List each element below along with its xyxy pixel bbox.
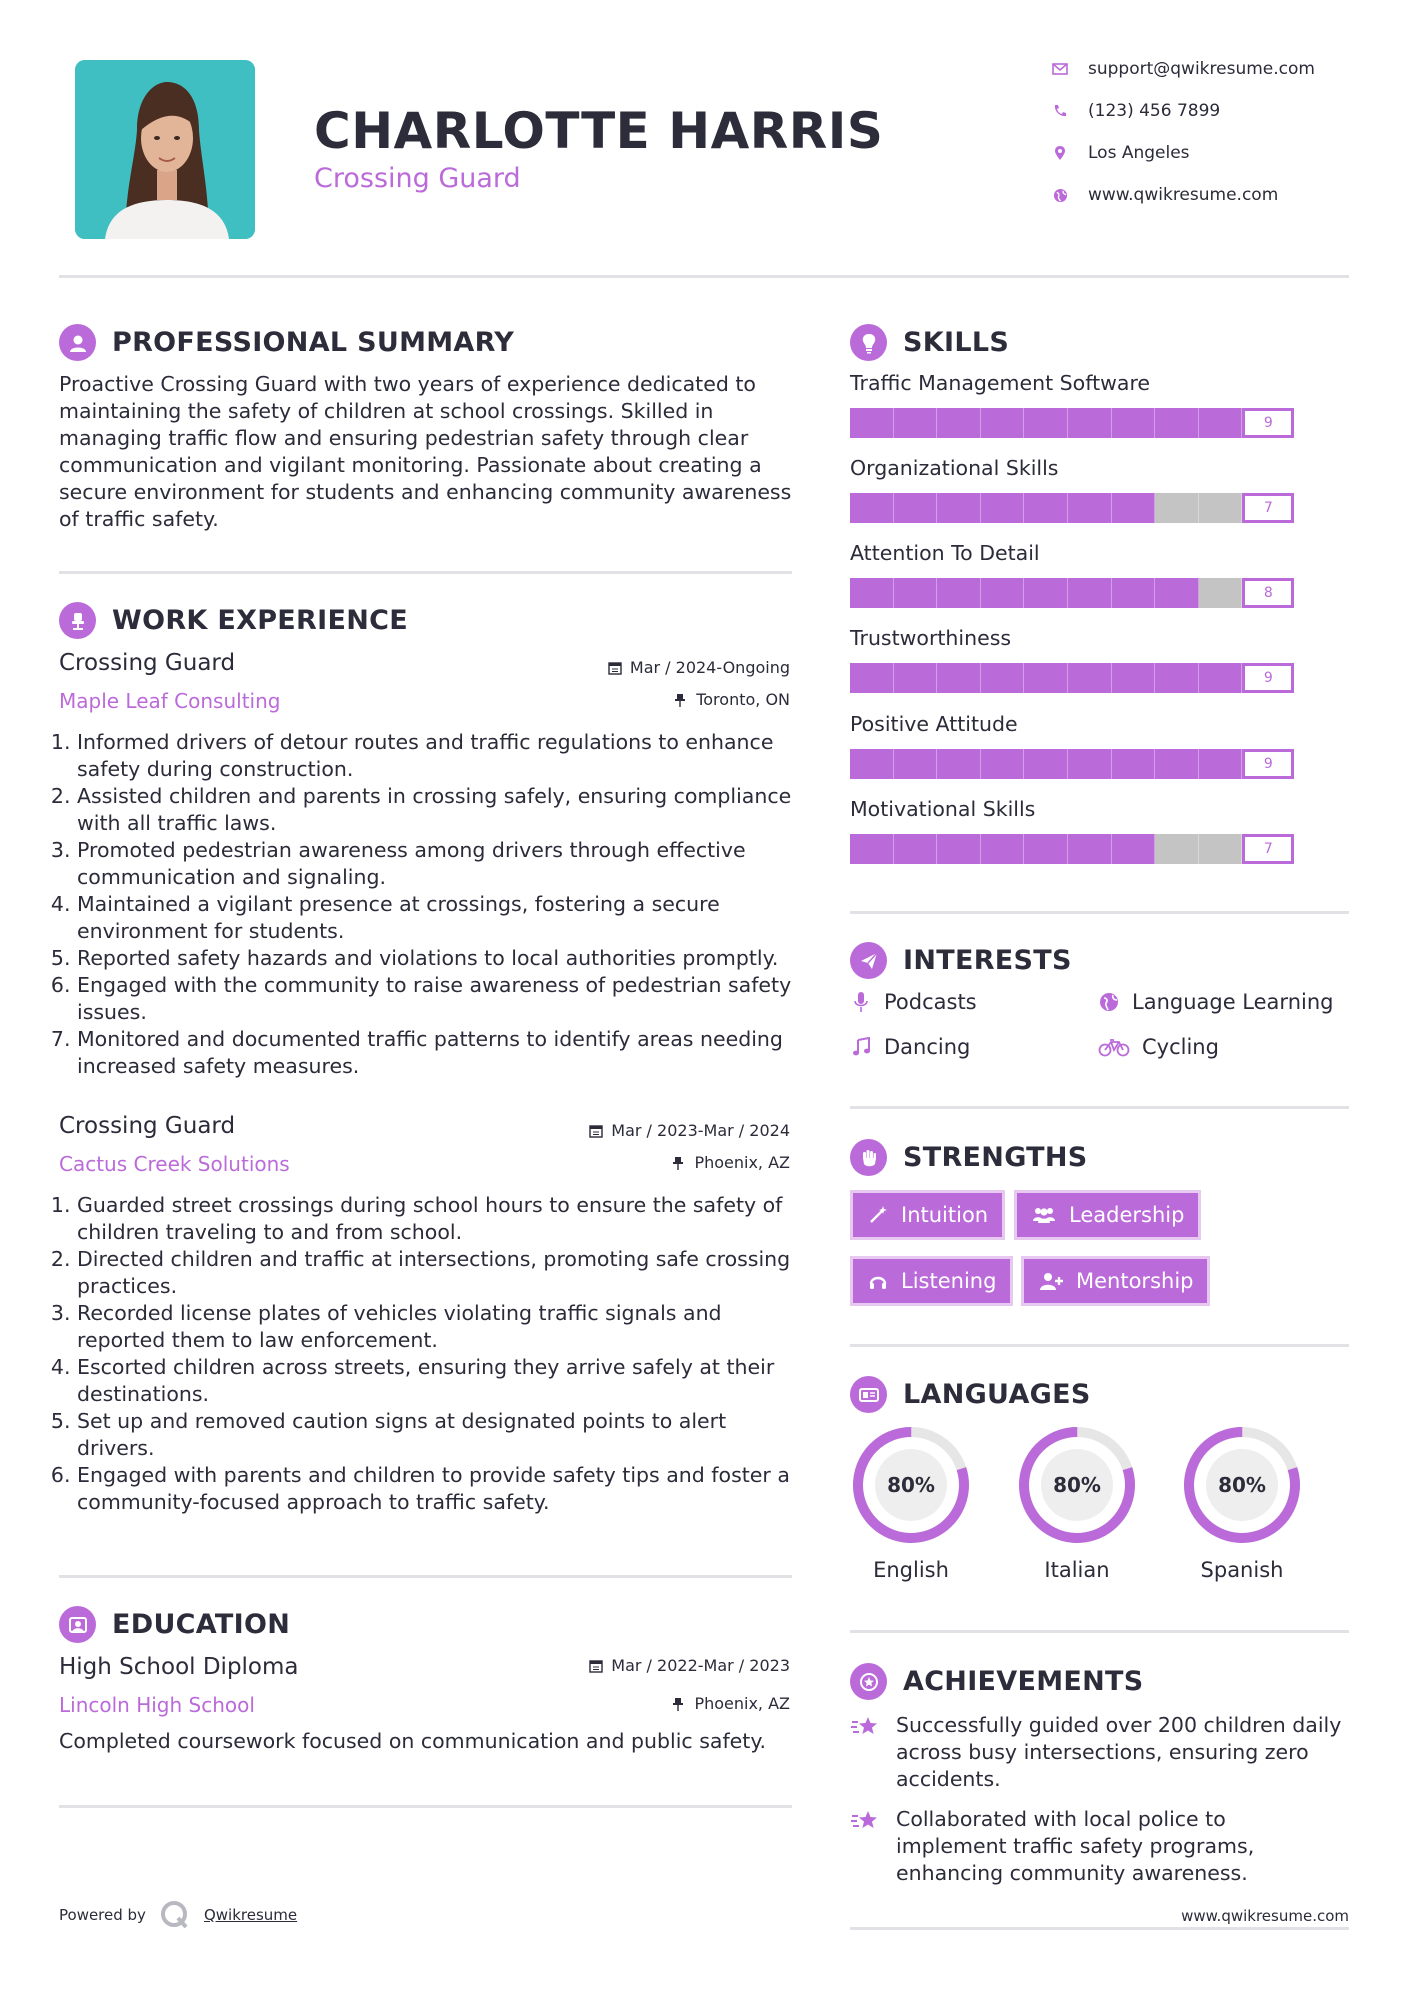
skill-bar-segment bbox=[850, 578, 894, 608]
users-icon bbox=[1031, 1204, 1057, 1226]
interest-language-learning bbox=[1098, 990, 1333, 1014]
skill-bar-segment bbox=[1024, 493, 1068, 523]
achievement-item-2 bbox=[850, 1806, 1316, 1887]
languages-heading-text: LANGUAGES bbox=[903, 1379, 1091, 1410]
skill-bar-segment bbox=[894, 493, 938, 523]
bicycle-icon bbox=[1098, 1036, 1130, 1058]
powered-by-text: Powered by bbox=[59, 1906, 146, 1924]
language-ring bbox=[850, 1424, 972, 1550]
skill-bar-segment bbox=[981, 578, 1025, 608]
achievement-text-2: Collaborated with local police to implement traffic safety programs, enhancing community awareness. bbox=[896, 1807, 1255, 1885]
skill-bar-segment bbox=[850, 834, 894, 864]
job-2-location-text: Phoenix, AZ bbox=[694, 1153, 790, 1172]
experience-divider bbox=[59, 1575, 792, 1578]
job-2-dates-text: Mar / 2023-Mar / 2024 bbox=[611, 1121, 790, 1140]
strength-intuition-label: Intuition bbox=[901, 1203, 989, 1227]
experience-heading-text: WORK EXPERIENCE bbox=[112, 605, 408, 636]
skill-name: Positive Attitude bbox=[850, 712, 1018, 736]
list-item: 2. Assisted children and parents in crossing safely, ensuring compliance with all traffic laws. bbox=[77, 783, 801, 837]
strength-intuition bbox=[850, 1190, 1005, 1240]
skill-bar-segment bbox=[1024, 408, 1068, 438]
skill-bar-segment bbox=[1112, 408, 1156, 438]
interests-heading-text: INTERESTS bbox=[903, 945, 1072, 976]
skill-level: 8 bbox=[1242, 578, 1294, 608]
interests-divider bbox=[850, 1106, 1349, 1109]
achievements-heading bbox=[850, 1663, 1144, 1700]
skill-level: 9 bbox=[1242, 663, 1294, 693]
skill-bar-segment bbox=[937, 578, 981, 608]
skill-bar-segment bbox=[1068, 749, 1112, 779]
calendar-icon bbox=[589, 1124, 603, 1138]
qwikresume-link[interactable]: Qwikresume bbox=[203, 1906, 298, 1924]
skill-name: Trustworthiness bbox=[850, 626, 1012, 650]
job-1-dates bbox=[560, 658, 790, 677]
qwikresume-logo-icon bbox=[160, 1900, 190, 1930]
skill-bar-segment bbox=[937, 408, 981, 438]
summary-heading-text: PROFESSIONAL SUMMARY bbox=[112, 327, 515, 358]
strength-listening-label: Listening bbox=[901, 1269, 997, 1293]
languages-heading bbox=[850, 1376, 1091, 1413]
skill-bar-segment bbox=[981, 663, 1025, 693]
fist-icon bbox=[850, 1139, 887, 1176]
summary-divider bbox=[59, 571, 792, 574]
skill-bar-segment bbox=[937, 834, 981, 864]
pushpin-icon bbox=[674, 693, 688, 707]
interest-podcasts-label: Podcasts bbox=[884, 990, 977, 1014]
education-school: Lincoln High School bbox=[59, 1693, 255, 1717]
skill-bar-segment bbox=[1024, 834, 1068, 864]
calendar-icon bbox=[608, 661, 622, 675]
summary-heading bbox=[59, 324, 514, 361]
paper-plane-icon bbox=[850, 942, 887, 979]
skill-name: Traffic Management Software bbox=[850, 371, 1151, 395]
office-chair-icon bbox=[59, 602, 96, 639]
graduate-icon bbox=[59, 1606, 96, 1643]
skill-bar-segment bbox=[894, 749, 938, 779]
contact-website-text: www.qwikresume.com bbox=[1088, 185, 1279, 205]
globe-icon bbox=[1052, 187, 1068, 203]
header-divider bbox=[59, 275, 1349, 278]
skill-bar-segment bbox=[894, 834, 938, 864]
skill-bar-segment bbox=[1112, 493, 1156, 523]
list-item: 3. Promoted pedestrian awareness among drivers through effective communication and signaling. bbox=[77, 837, 801, 891]
skill-level: 9 bbox=[1242, 408, 1294, 438]
language-name: Italian bbox=[1044, 1558, 1110, 1582]
skills-divider bbox=[850, 911, 1349, 914]
strengths-divider bbox=[850, 1344, 1349, 1347]
job-1-dates-text: Mar / 2024-Ongoing bbox=[629, 658, 790, 677]
achievement-text-1: Successfully guided over 200 children daily across busy intersections, ensuring zero accidents. bbox=[896, 1713, 1342, 1791]
job-2-company: Cactus Creek Solutions bbox=[59, 1152, 290, 1176]
contact-phone[interactable] bbox=[1052, 101, 1220, 121]
language-name: English bbox=[873, 1558, 949, 1582]
skill-bar bbox=[850, 663, 1294, 693]
skill-bar-segment bbox=[937, 663, 981, 693]
candidate-name: CHARLOTTE HARRIS bbox=[314, 102, 884, 160]
skill-bar-segment bbox=[1068, 834, 1112, 864]
skill-bar-segment bbox=[1199, 663, 1243, 693]
language-ring bbox=[1181, 1424, 1303, 1550]
list-item: 5. Set up and removed caution signs at designated points to alert drivers. bbox=[77, 1408, 801, 1462]
achievements-heading-text: ACHIEVEMENTS bbox=[903, 1666, 1144, 1697]
music-note-icon bbox=[850, 1036, 872, 1058]
strengths-heading-text: STRENGTHS bbox=[903, 1142, 1088, 1173]
strength-mentorship-label: Mentorship bbox=[1076, 1269, 1194, 1293]
list-item: 4. Escorted children across streets, ensuring they arrive safely at their destinations. bbox=[77, 1354, 801, 1408]
job-1-company: Maple Leaf Consulting bbox=[59, 689, 281, 713]
skill-bar-segment bbox=[1112, 834, 1156, 864]
language-percent: 80% bbox=[887, 1473, 935, 1497]
powered-by bbox=[59, 1900, 297, 1930]
language-ring bbox=[1016, 1424, 1138, 1550]
interest-dancing bbox=[850, 1035, 970, 1059]
contact-location bbox=[1052, 143, 1190, 163]
microphone-icon bbox=[850, 991, 872, 1013]
skill-bar bbox=[850, 834, 1294, 864]
skill-bar bbox=[850, 578, 1294, 608]
skill-bar-segment bbox=[850, 408, 894, 438]
contact-location-text: Los Angeles bbox=[1088, 143, 1190, 163]
achievement-item-1 bbox=[850, 1712, 1356, 1793]
skill-bar-segment bbox=[1024, 749, 1068, 779]
list-item: 5. Reported safety hazards and violations to local authorities promptly. bbox=[77, 945, 801, 972]
skill-bar bbox=[850, 493, 1294, 523]
envelope-icon bbox=[1052, 61, 1068, 77]
strengths-heading bbox=[850, 1139, 1088, 1176]
language-name: Spanish bbox=[1200, 1558, 1284, 1582]
skill-bar-segment bbox=[981, 749, 1025, 779]
education-description: Completed coursework focused on communication and public safety. bbox=[59, 1729, 767, 1753]
magic-wand-icon bbox=[867, 1204, 889, 1226]
contact-email[interactable] bbox=[1052, 59, 1315, 79]
skill-level: 7 bbox=[1242, 493, 1294, 523]
strength-leadership-label: Leadership bbox=[1069, 1203, 1185, 1227]
skill-bar-segment bbox=[850, 493, 894, 523]
strength-listening bbox=[850, 1256, 1013, 1306]
skill-bar-segment bbox=[1199, 749, 1243, 779]
headphones-icon bbox=[867, 1270, 889, 1292]
shooting-star-icon bbox=[850, 1712, 880, 1740]
education-degree: High School Diploma bbox=[59, 1654, 299, 1680]
education-dates-text: Mar / 2022-Mar / 2023 bbox=[611, 1656, 790, 1675]
skill-bar-segment bbox=[1155, 663, 1199, 693]
interest-dancing-label: Dancing bbox=[884, 1035, 971, 1059]
strength-leadership bbox=[1014, 1190, 1201, 1240]
summary-text: Proactive Crossing Guard with two years of experience dedicated to maintaining the safety of children at school crossings. Skilled in managing traffic flow and ensuring pedestrian safety through clear communication and vigilant monitoring. Passionate about creating a secure environment for students and enhancing community awareness of traffic safety. bbox=[59, 372, 792, 531]
skill-bar-segment bbox=[937, 749, 981, 779]
skill-level: 7 bbox=[1242, 834, 1294, 864]
language-card-icon bbox=[850, 1376, 887, 1413]
list-item: 4. Maintained a vigilant presence at crossings, fostering a secure environment for students. bbox=[77, 891, 801, 945]
skill-bar-segment bbox=[1068, 663, 1112, 693]
job-2-dates bbox=[560, 1121, 790, 1140]
list-item: 1. Guarded street crossings during school hours to ensure the safety of children traveling to and from school. bbox=[77, 1192, 801, 1246]
education-heading bbox=[59, 1606, 290, 1643]
language-percent: 80% bbox=[1218, 1473, 1266, 1497]
user-icon bbox=[59, 324, 96, 361]
job-2-location bbox=[560, 1153, 790, 1172]
skill-name: Organizational Skills bbox=[850, 456, 1059, 480]
list-item: 6. Engaged with the community to raise awareness of pedestrian safety issues. bbox=[77, 972, 801, 1026]
skill-bar-segment bbox=[937, 493, 981, 523]
star-badge-icon bbox=[850, 1663, 887, 1700]
candidate-job-title: Crossing Guard bbox=[314, 163, 521, 194]
interest-cycling-label: Cycling bbox=[1142, 1035, 1219, 1059]
interest-podcasts bbox=[850, 990, 977, 1014]
skill-bar-segment bbox=[1199, 408, 1243, 438]
job-1-title: Crossing Guard bbox=[59, 650, 236, 676]
list-item: 2. Directed children and traffic at intersections, promoting safe crossing practices. bbox=[77, 1246, 801, 1300]
skill-bar-segment bbox=[1155, 408, 1199, 438]
map-pin-icon bbox=[1052, 145, 1068, 161]
strength-mentorship bbox=[1021, 1256, 1210, 1306]
skill-bar-segment bbox=[1112, 578, 1156, 608]
skill-bar-segment bbox=[1199, 493, 1243, 523]
footer-divider bbox=[850, 1927, 1349, 1930]
skill-bar-segment bbox=[1155, 834, 1199, 864]
job-2-title: Crossing Guard bbox=[59, 1113, 236, 1139]
skill-bar-segment bbox=[1112, 749, 1156, 779]
list-item: 6. Engaged with parents and children to provide safety tips and foster a community-focused approach to traffic safety. bbox=[77, 1462, 801, 1516]
calendar-icon bbox=[589, 1659, 603, 1673]
education-location bbox=[560, 1694, 790, 1713]
skill-bar-segment bbox=[1068, 578, 1112, 608]
skills-heading-text: SKILLS bbox=[903, 327, 1010, 358]
footer-url[interactable]: www.qwikresume.com bbox=[1181, 1907, 1349, 1925]
job-1-location bbox=[560, 690, 790, 709]
languages-divider bbox=[850, 1630, 1349, 1633]
skill-bar-segment bbox=[1199, 578, 1243, 608]
pushpin-icon bbox=[672, 1697, 686, 1711]
skill-bar-segment bbox=[1068, 408, 1112, 438]
skill-bar-segment bbox=[981, 834, 1025, 864]
globe-icon bbox=[1098, 991, 1120, 1013]
profile-photo bbox=[75, 60, 255, 239]
shooting-star-icon bbox=[850, 1806, 880, 1834]
skills-heading bbox=[850, 324, 1009, 361]
lightbulb-icon bbox=[850, 324, 887, 361]
skill-bar-segment bbox=[894, 663, 938, 693]
skill-bar bbox=[850, 408, 1294, 438]
skill-bar bbox=[850, 749, 1294, 779]
job-2-bullets bbox=[59, 1192, 801, 1516]
contact-phone-text: (123) 456 7899 bbox=[1088, 101, 1221, 121]
job-1-bullets bbox=[59, 729, 801, 1080]
list-item: 3. Recorded license plates of vehicles violating traffic signals and reported them to law enforcement. bbox=[77, 1300, 801, 1354]
skill-bar-segment bbox=[981, 493, 1025, 523]
interests-heading bbox=[850, 942, 1072, 979]
pushpin-icon bbox=[672, 1156, 686, 1170]
skill-bar-segment bbox=[850, 663, 894, 693]
contact-website[interactable] bbox=[1052, 185, 1278, 205]
contact-email-text: support@qwikresume.com bbox=[1088, 59, 1315, 79]
skill-name: Attention To Detail bbox=[850, 541, 1040, 565]
skill-bar-segment bbox=[894, 578, 938, 608]
language-percent: 80% bbox=[1053, 1473, 1101, 1497]
education-heading-text: EDUCATION bbox=[112, 1609, 291, 1640]
skill-bar-segment bbox=[1112, 663, 1156, 693]
interest-cycling bbox=[1098, 1035, 1219, 1059]
job-1-location-text: Toronto, ON bbox=[696, 690, 790, 709]
experience-heading bbox=[59, 602, 408, 639]
skill-bar-segment bbox=[1024, 663, 1068, 693]
skill-level: 9 bbox=[1242, 749, 1294, 779]
phone-icon bbox=[1052, 103, 1068, 119]
education-location-text: Phoenix, AZ bbox=[694, 1694, 790, 1713]
skill-bar-segment bbox=[1068, 493, 1112, 523]
list-item: 1. Informed drivers of detour routes and traffic regulations to enhance safety during construction. bbox=[77, 729, 801, 783]
skill-bar-segment bbox=[1199, 834, 1243, 864]
skill-name: Motivational Skills bbox=[850, 797, 1036, 821]
education-dates bbox=[560, 1656, 790, 1675]
list-item: 7. Monitored and documented traffic patterns to identify areas needing increased safety measures. bbox=[77, 1026, 801, 1080]
interest-language-learning-label: Language Learning bbox=[1132, 990, 1334, 1014]
skill-bar-segment bbox=[981, 408, 1025, 438]
skill-bar-segment bbox=[894, 408, 938, 438]
skill-bar-segment bbox=[1155, 749, 1199, 779]
user-plus-icon bbox=[1038, 1270, 1064, 1292]
skill-bar-segment bbox=[850, 749, 894, 779]
skill-bar-segment bbox=[1155, 493, 1199, 523]
skill-bar-segment bbox=[1024, 578, 1068, 608]
education-divider bbox=[59, 1805, 792, 1808]
skill-bar-segment bbox=[1155, 578, 1199, 608]
